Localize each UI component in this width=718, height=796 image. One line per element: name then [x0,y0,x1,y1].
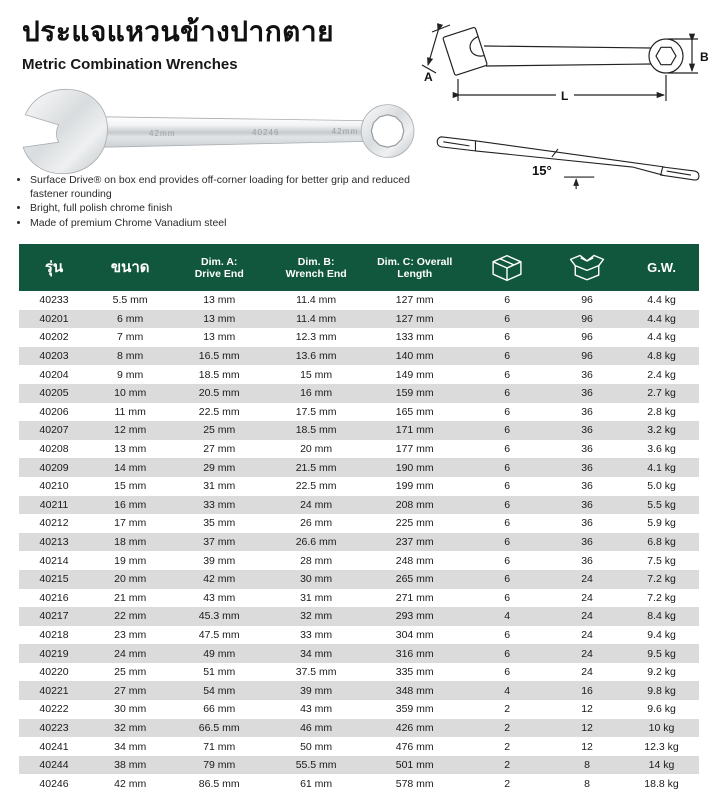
table-row [19,514,699,533]
table-cell: 15 mm [300,368,333,381]
table-cell: 22.5 mm [198,405,240,418]
table-cell: 32 mm [114,721,147,734]
table-cell: 2 [504,703,511,716]
table-cell: 2.7 kg [647,387,676,400]
table-cell: 225 mm [395,517,434,530]
table-row [19,496,699,515]
table-cell: 49 mm [203,647,236,660]
table-cell: 6 [504,573,511,586]
table-row [19,458,699,477]
table-cell: 24 [581,591,593,604]
table-cell: 24 [581,573,593,586]
table-cell: 199 mm [395,480,434,493]
table-row [19,310,699,329]
table-cell: 37 mm [203,536,236,549]
table-cell: 71 mm [203,740,236,753]
table-cell: 12.3 kg [644,740,679,753]
table-cell: 36 [581,461,593,474]
table-cell: 40203 [39,350,69,363]
table-cell: 9.8 kg [647,684,676,697]
page-subtitle: Metric Combination Wrenches [22,56,238,73]
col-header-dim-c [365,244,464,291]
table-cell: 5.9 kg [647,517,676,530]
table-cell: 476 mm [395,740,434,753]
table-row [19,644,699,663]
table-cell: 127 mm [395,312,434,325]
spec-table [19,244,699,793]
table-row [19,347,699,366]
table-cell: 35 mm [203,517,236,530]
table-cell: 96 [581,294,593,307]
table-cell: 13.6 mm [295,350,337,363]
table-cell: 6 [504,647,511,660]
table-cell: 248 mm [395,554,434,567]
table-cell: 12 [581,721,593,734]
table-cell: 17 mm [114,517,147,530]
angle-diagram [403,114,710,216]
table-cell: 4.4 kg [647,331,676,344]
table-cell: 40215 [39,573,69,586]
table-cell: 11 mm [114,405,146,418]
table-cell: 40202 [39,331,69,344]
table-cell: 4 [504,684,511,697]
table-cell: 40209 [39,461,69,474]
table-cell: 40207 [39,424,69,437]
table-cell: 8.4 kg [647,610,676,623]
table-cell: 39 mm [203,554,236,567]
table-cell: 28 mm [300,554,333,567]
engraving-model: 40246 [251,128,280,138]
table-cell: 12 [581,740,593,753]
table-cell: 6 [504,666,511,679]
table-cell: 79 mm [203,759,236,772]
table-cell: 9.6 kg [647,703,676,716]
table-cell: 6 mm [117,312,144,325]
table-cell: 33 mm [203,498,236,511]
col-header-label: Length [397,267,433,280]
table-cell: 7.5 kg [647,554,676,567]
table-cell: 293 mm [395,610,434,623]
table-cell: 12 [581,703,593,716]
table-cell: 22.5 mm [295,480,337,493]
table-cell: 9.5 kg [647,647,676,660]
col-header-dim-a [171,244,267,291]
table-cell: 20 mm [114,573,147,586]
table-cell: 40241 [39,740,69,753]
table-cell: 6 [504,480,511,493]
col-header-label: รุ่น [44,258,64,276]
dimension-diagram-image [420,20,712,110]
table-cell: 23 mm [114,628,147,641]
col-header-gross-weight [624,244,699,291]
table-row [19,737,699,756]
table-cell: 237 mm [395,536,434,549]
table-cell: 40233 [39,294,69,307]
table-cell: 50 mm [300,740,333,753]
feature-list [14,174,412,231]
table-cell: 6 [504,331,511,344]
table-cell: 359 mm [395,703,434,716]
table-cell: 8 mm [117,350,144,363]
table-cell: 16 mm [300,387,333,400]
table-row [19,421,699,440]
table-row [19,551,699,570]
table-cell: 6.8 kg [647,536,676,549]
table-cell: 578 mm [395,777,434,790]
table-cell: 304 mm [395,628,434,641]
table-cell: 40219 [39,647,69,660]
table-cell: 18 mm [114,536,147,549]
table-cell: 55.5 mm [295,759,337,772]
table-cell: 34 mm [300,647,333,660]
table-cell: 177 mm [395,443,434,456]
table-cell: 36 [581,387,593,400]
table-cell: 24 [581,666,593,679]
col-header-label: Dim. C: Overall [377,255,453,268]
table-row [19,589,699,608]
table-cell: 6 [504,312,511,325]
angle-label: 15° [532,163,552,179]
table-cell: 6 [504,517,511,530]
table-cell: 36 [581,517,593,530]
table-cell: 31 mm [203,480,236,493]
feature-item: • Bright, full polish chrome finish [30,202,412,216]
table-cell: 40212 [39,517,69,530]
table-cell: 13 mm [203,331,236,344]
table-cell: 7 mm [117,331,144,344]
table-cell: 40222 [39,703,69,716]
table-row [19,328,699,347]
col-header-label: Dim. B: [297,255,335,268]
table-cell: 149 mm [395,368,434,381]
table-cell: 61 mm [300,777,333,790]
table-cell: 14 kg [648,759,675,772]
table-cell: 2.8 kg [647,405,676,418]
table-cell: 140 mm [395,350,434,363]
wrench-photo [10,84,416,178]
table-cell: 5.5 mm [112,294,148,307]
table-row [19,756,699,775]
table-cell: 14 mm [114,461,147,474]
table-cell: 47.5 mm [198,628,240,641]
table-cell: 43 mm [300,703,333,716]
table-cell: 12 mm [114,424,147,437]
table-cell: 42 mm [203,573,236,586]
table-cell: 66.5 mm [198,721,240,734]
col-header-label: ขนาด [110,258,150,276]
table-cell: 36 [581,480,593,493]
table-cell: 127 mm [395,294,434,307]
table-cell: 190 mm [395,461,434,474]
feature-item: • Surface Drive® on box end provides off-corner loading for better grip and reduced fastener rounding [30,174,412,201]
table-cell: 86.5 mm [198,777,240,790]
table-cell: 316 mm [395,647,434,660]
table-row [19,384,699,403]
table-cell: 9 mm [117,368,144,381]
table-row [19,440,699,459]
table-cell: 27 mm [114,684,147,697]
table-cell: 20 mm [300,443,333,456]
col-header-dim-b [267,244,365,291]
table-cell: 6 [504,387,511,400]
table-cell: 40246 [39,777,69,790]
table-cell: 96 [581,350,593,363]
table-cell: 6 [504,443,511,456]
table-cell: 40211 [39,498,69,511]
dimension-diagram [420,20,712,110]
table-cell: 11.4 mm [296,294,337,307]
table-cell: 4.4 kg [647,294,676,307]
table-cell: 43 mm [203,591,236,604]
table-cell: 16 [581,684,593,697]
table-cell: 25 mm [114,666,147,679]
table-cell: 11.4 mm [296,312,337,325]
table-body [19,291,699,793]
table-cell: 265 mm [395,573,434,586]
table-cell: 2 [504,740,511,753]
table-cell: 36 [581,368,593,381]
table-cell: 6 [504,591,511,604]
table-row [19,403,699,422]
table-cell: 34 mm [114,740,147,753]
table-cell: 30 mm [300,573,333,586]
col-header-model [19,244,89,291]
table-cell: 2 [504,759,511,772]
table-cell: 40244 [39,759,69,772]
table-row [19,533,699,552]
table-cell: 24 [581,610,593,623]
table-cell: 13 mm [203,312,236,325]
table-cell: 36 [581,405,593,418]
table-cell: 40213 [39,536,69,549]
open-box-icon [569,253,605,283]
table-cell: 2 [504,777,511,790]
table-cell: 6 [504,554,511,567]
table-cell: 6 [504,536,511,549]
table-cell: 27 mm [203,443,236,456]
table-cell: 5.0 kg [647,480,676,493]
table-cell: 10 kg [648,721,675,734]
table-cell: 40223 [39,721,69,734]
col-header-carton [550,244,624,291]
table-cell: 30 mm [114,703,147,716]
table-cell: 36 [581,536,593,549]
table-cell: 10 mm [114,387,147,400]
table-cell: 37.5 mm [295,666,337,679]
table-cell: 40217 [39,610,69,623]
table-cell: 133 mm [395,331,434,344]
table-cell: 6 [504,350,511,363]
table-cell: 4.8 kg [647,350,676,363]
table-cell: 165 mm [395,405,434,418]
table-cell: 36 [581,443,593,456]
page-title: ประแจแหวนข้างปากตาย [22,16,334,47]
dim-b-label: B [700,50,709,64]
table-cell: 6 [504,498,511,511]
table-cell: 26.6 mm [295,536,337,549]
col-header-size [89,244,171,291]
table-cell: 7.2 kg [647,591,676,604]
table-cell: 6 [504,461,511,474]
table-cell: 39 mm [300,684,333,697]
table-cell: 2 [504,721,511,734]
table-cell: 51 mm [203,666,236,679]
table-cell: 501 mm [395,759,434,772]
table-cell: 8 [584,777,590,790]
table-row [19,663,699,682]
table-cell: 46 mm [300,721,333,734]
table-cell: 24 mm [300,498,333,511]
engraving-size-right: 42mm [331,127,359,137]
table-cell: 2.4 kg [647,368,676,381]
table-cell: 16.5 mm [198,350,240,363]
table-row [19,570,699,589]
table-cell: 171 mm [395,424,434,437]
table-cell: 348 mm [395,684,434,697]
table-cell: 29 mm [203,461,236,474]
table-cell: 40208 [39,443,69,456]
table-cell: 45.3 mm [198,610,240,623]
table-cell: 19 mm [114,554,147,567]
table-cell: 8 [584,759,590,772]
table-cell: 6 [504,294,511,307]
table-cell: 4.1 kg [647,461,676,474]
table-cell: 208 mm [395,498,434,511]
table-cell: 40210 [39,480,69,493]
table-cell: 15 mm [114,480,147,493]
col-header-label: Dim. A: [201,255,238,268]
table-cell: 4.4 kg [647,312,676,325]
feature-item: • Made of premium Chrome Vanadium steel [30,217,412,231]
table-cell: 3.6 kg [647,443,676,456]
dim-a-label: A [424,70,433,84]
table-cell: 4 [504,610,511,623]
table-cell: 25 mm [203,424,236,437]
table-cell: 271 mm [395,591,434,604]
table-cell: 6 [504,628,511,641]
table-cell: 22 mm [114,610,147,623]
table-cell: 96 [581,312,593,325]
table-cell: 18.5 mm [295,424,337,437]
table-cell: 13 mm [114,443,147,456]
table-cell: 7.2 kg [647,573,676,586]
table-cell: 40201 [39,312,69,325]
table-cell: 21.5 mm [295,461,337,474]
table-row [19,291,699,310]
table-row [19,365,699,384]
table-cell: 38 mm [114,759,147,772]
table-row [19,681,699,700]
table-row [19,607,699,626]
table-cell: 6 [504,424,511,437]
table-cell: 13 mm [203,294,236,307]
col-header-label: Wrench End [285,267,347,280]
table-cell: 9.4 kg [647,628,676,641]
col-header-label: Drive End [194,267,244,280]
angle-diagram-image [403,114,710,216]
table-cell: 36 [581,554,593,567]
table-cell: 54 mm [203,684,236,697]
table-row [19,626,699,645]
table-row [19,719,699,738]
table-cell: 40221 [39,684,69,697]
table-cell: 31 mm [300,591,333,604]
table-cell: 66 mm [203,703,236,716]
table-row [19,700,699,719]
table-row [19,774,699,793]
engraving-size-left: 42mm [148,129,176,139]
table-cell: 426 mm [395,721,434,734]
closed-box-icon [490,254,524,282]
dim-l-label: L [561,89,569,103]
table-cell: 32 mm [300,610,333,623]
table-cell: 33 mm [300,628,333,641]
table-cell: 40218 [39,628,69,641]
table-cell: 6 [504,368,511,381]
table-cell: 40204 [39,368,69,381]
table-cell: 42 mm [114,777,147,790]
table-cell: 18.5 mm [198,368,240,381]
table-cell: 40206 [39,405,69,418]
table-cell: 12.3 mm [295,331,337,344]
table-cell: 36 [581,498,593,511]
table-cell: 40220 [39,666,69,679]
table-cell: 6 [504,405,511,418]
table-cell: 17.5 mm [295,405,337,418]
table-cell: 21 mm [114,591,147,604]
wrench-photo-image [10,84,416,178]
col-header-inner-pack [464,244,550,291]
table-cell: 24 [581,628,593,641]
table-row [19,477,699,496]
table-cell: 16 mm [114,498,147,511]
table-cell: 24 mm [114,647,147,660]
table-cell: 24 [581,647,593,660]
table-cell: 40216 [39,591,69,604]
table-cell: 96 [581,331,593,344]
table-cell: 36 [581,424,593,437]
table-cell: 26 mm [300,517,333,530]
col-header-label: G.W. [647,259,676,275]
table-cell: 40205 [39,387,69,400]
table-cell: 40214 [39,554,69,567]
table-cell: 18.8 kg [644,777,679,790]
table-cell: 3.2 kg [647,424,676,437]
table-cell: 9.2 kg [647,666,676,679]
table-cell: 335 mm [395,666,434,679]
table-header [19,244,699,291]
table-cell: 159 mm [395,387,434,400]
table-cell: 5.5 kg [647,498,676,511]
table-cell: 20.5 mm [198,387,240,400]
